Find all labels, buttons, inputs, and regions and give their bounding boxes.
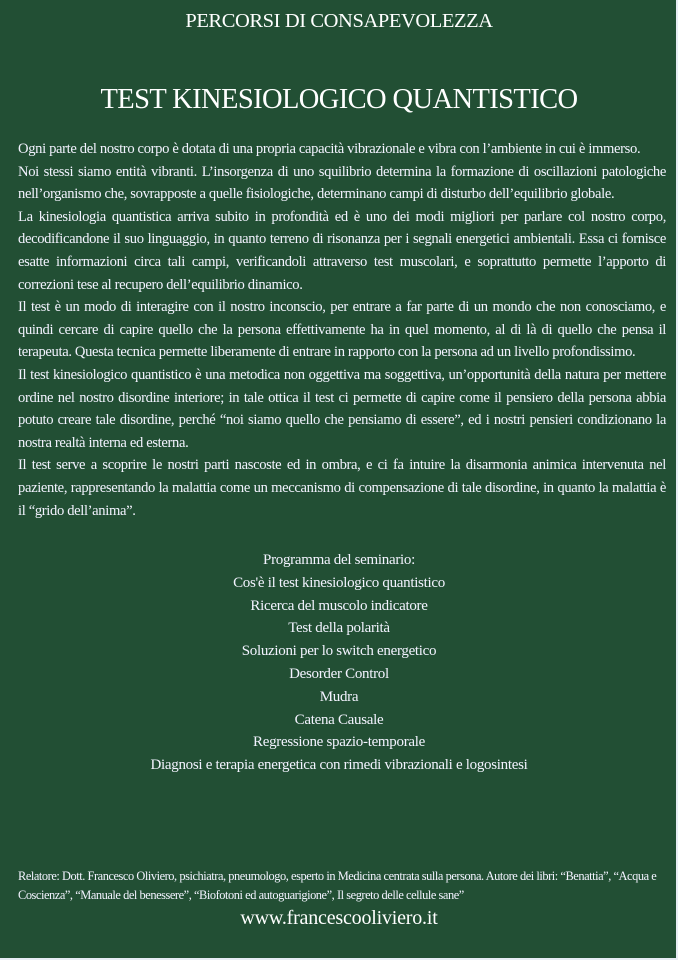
paragraph: Ogni parte del nostro corpo è dotata di una propria capacità vibrazionale e vibra con l’ambiente in cui è immerso. [18,141,641,157]
speaker-info: Relatore: Dott. Francesco Oliviero, psichiatra, pneumologo, esperto in Medicina centrata sulla persona. Autore dei libri: “Benattia”, “Acqua e Coscienza”, “Manuale del benessere”, “Biofotoni ed autoguarigione”, Il segreto delle cellule sane” [18,869,657,902]
program-item: Ricerca del muscolo indicatore [250,597,428,614]
paragraph: Il test kinesiologico quantistico è una metodica non oggettiva ma soggettiva, un’opportunità della natura per mettere ordine nel nostro disordine interiore; in tale ottica il test ci permette di capire come il pensiero della persona abbia potuto creare tale disordine, perché “noi siamo quello che pensiamo di essere”, ed i nostri pensieri condizionano la nostra realtà interna ed esterna. [18,366,666,451]
program-heading: Programma del seminario: [263,552,415,568]
program-item: Regressione spazio-temporale [253,734,425,751]
paragraph: Il test serve a scoprire le nostri parti nascoste ed in ombra, e ci fa intuire la disarmonia animica intervenuta nel paziente, rappresentando la malattia come un meccanismo di compensazione di tale disordine, in quanto la malattia è il “grido dell’anima”. [18,457,666,519]
description-text [18,138,666,522]
program-item: Diagnosi e terapia energetica con rimedi vibrazionali e logosintesi [150,757,528,774]
website-link[interactable]: www.francescooliviero.it [240,907,438,929]
program-item: Desorder Control [289,665,389,682]
seminar-program [0,549,678,777]
series-title: PERCORSI DI CONSAPEVOLEZZA [185,10,493,32]
paragraph: Noi stessi siamo entità vibranti. L’insorgenza di uno squilibrio determina la formazione di oscillazioni patologiche nell’organismo che, sovrapposte a quelle fisiologiche, determinano campi di disturbo dell’equilibrio globale. [18,163,666,203]
program-item: Catena Causale [294,711,384,728]
paragraph: La kinesiologia quantistica arriva subito in profondità ed è uno dei modi migliori per parlare col nostro corpo, decodificandone il suo linguaggio, in quanto terreno di risonanza per i segnali energetici ambientali. Essa ci fornisce esatte informazioni circa tali campi, verificandoli attraverso test muscolari, e soprattutto permette l’apporto di correzioni tese al recupero dell’equilibrio dinamico. [18,208,666,293]
program-item: Mudra [319,688,359,705]
program-item: Test della polarità [288,620,390,637]
page-title: TEST KINESIOLOGICO QUANTISTICO [100,84,578,115]
paragraph: Il test è un modo di interagire con il nostro inconscio, per entrare a far parte di un mondo che non conosciamo, e quindi cercare di capire quello che la persona effettivamente ha in quel momento, al di là di quello che pensa il terapeuta. Questa tecnica permette liberamente di entrare in rapporto con la persona ad un livello profondissimo. [18,299,666,361]
program-item: Cos'è il test kinesiologico quantistico [233,574,445,591]
program-item: Soluzioni per lo switch energetico [241,643,437,660]
